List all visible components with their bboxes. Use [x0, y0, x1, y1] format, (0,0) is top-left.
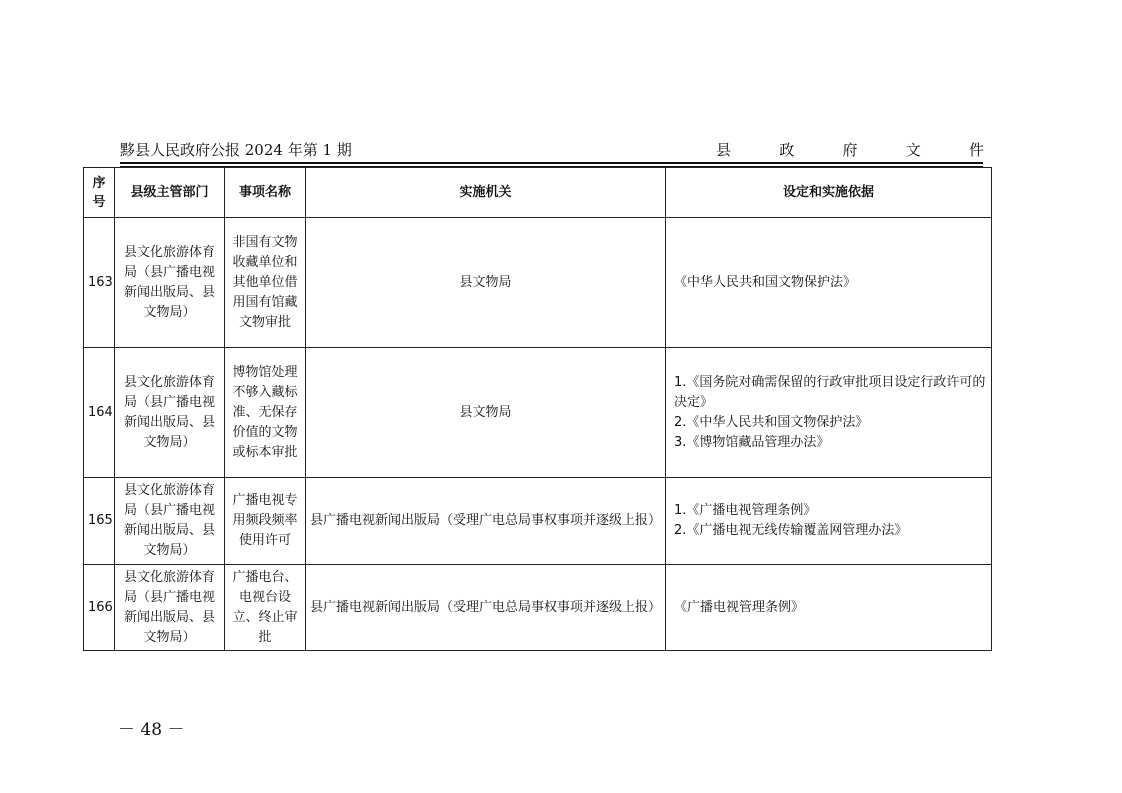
row-item: 广播电台、电视台设立、终止审批 [225, 565, 306, 651]
basis-line: 2.《广播电视无线传输覆盖网管理办法》 [674, 523, 908, 538]
column-header-seq: 序号 [84, 168, 115, 218]
table-row [84, 478, 992, 565]
row-dept: 县文化旅游体育局（县广播电视新闻出版局、县文物局） [115, 565, 225, 651]
basis-line: 《广播电视管理条例》 [674, 599, 805, 615]
table-row [84, 348, 992, 478]
table-row [84, 218, 992, 348]
row-item: 非国有文物收藏单位和其他单位借用国有馆藏文物审批 [225, 218, 306, 348]
basis-line: 1.《国务院对确需保留的行政审批项目设定行政许可的决定》 [674, 374, 986, 410]
row-dept: 县文化旅游体育局（县广播电视新闻出版局、县文物局） [115, 218, 225, 348]
row-item: 博物馆处理不够入藏标准、无保存价值的文物或标本审批 [225, 348, 306, 478]
column-header-basis: 设定和实施依据 [666, 168, 992, 218]
basis-line: 《中华人民共和国文物保护法》 [674, 274, 857, 290]
column-header-agency: 实施机关 [306, 168, 666, 218]
row-dept: 县文化旅游体育局（县广播电视新闻出版局、县文物局） [115, 348, 225, 478]
basis-line: 2.《中华人民共和国文物保护法》 [674, 414, 869, 430]
row-basis [666, 348, 992, 478]
section-char: 县 [716, 141, 732, 159]
section-char: 文 [905, 141, 921, 159]
row-agency: 县广播电视新闻出版局（受理广电总局事权事项并逐级上报） [306, 478, 666, 565]
row-dept: 县文化旅游体育局（县广播电视新闻出版局、县文物局） [115, 478, 225, 565]
section-title [716, 139, 984, 160]
row-agency: 县文物局 [306, 218, 666, 348]
publication-title: 黟县人民政府公报 2024 年第 1 期 [120, 141, 352, 159]
section-char: 政 [779, 141, 795, 159]
row-seq: 165 [84, 478, 115, 565]
row-basis [666, 218, 992, 348]
basis-line: 1.《广播电视管理条例》 [674, 503, 817, 518]
row-agency: 县广播电视新闻出版局（受理广电总局事权事项并逐级上报） [306, 565, 666, 651]
column-header-item: 事项名称 [225, 168, 306, 218]
column-header-dept: 县级主管部门 [115, 168, 225, 218]
row-basis [666, 565, 992, 651]
approval-items-table [83, 167, 992, 651]
table-row [84, 565, 992, 651]
row-basis [666, 478, 992, 565]
section-char: 府 [842, 141, 858, 159]
row-seq: 163 [84, 218, 115, 348]
page-header [120, 139, 983, 163]
table-header-row [84, 168, 992, 218]
row-seq: 164 [84, 348, 115, 478]
row-agency: 县文物局 [306, 348, 666, 478]
section-char: 件 [968, 141, 984, 159]
header-rule-thick [120, 162, 983, 164]
row-seq: 166 [84, 565, 115, 651]
page-number: － 48 － [118, 720, 185, 740]
row-item: 广播电视专用频段频率使用许可 [225, 478, 306, 565]
basis-line: 3.《博物馆藏品管理办法》 [674, 434, 830, 450]
